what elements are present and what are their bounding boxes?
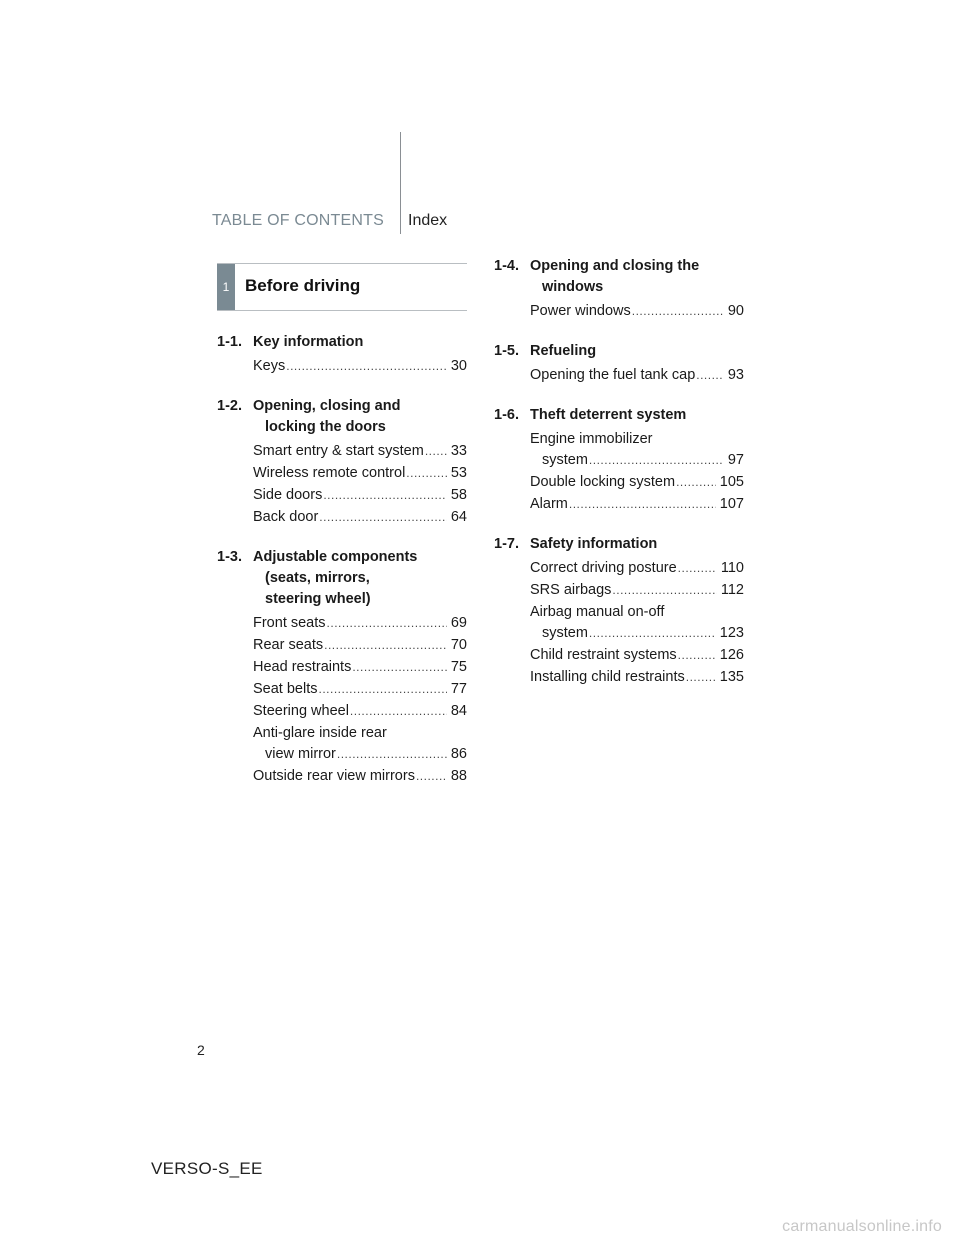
section-number: 1-1.	[217, 334, 242, 350]
toc-entry-front-seats[interactable]: Front seats ..... 69	[253, 613, 467, 634]
toc-entry-child-restraint-systems[interactable]: Child restraint systems ..... 126	[530, 645, 744, 666]
chapter-title: Before driving	[245, 276, 361, 295]
toc-entry-steering-wheel[interactable]: Steering wheel ..... 84	[253, 701, 467, 722]
section-number: 1-2.	[217, 398, 242, 414]
section-heading	[494, 341, 744, 362]
page-ref: 93	[727, 367, 744, 383]
section-title: Refueling	[530, 343, 597, 359]
section-heading	[494, 534, 744, 555]
page-ref: 110	[720, 560, 744, 576]
section-number: 1-3.	[217, 549, 242, 565]
chapter-number: 1	[217, 264, 235, 310]
page-ref: 33	[450, 443, 467, 459]
page-ref: 53	[450, 465, 467, 481]
toc-entry-anti-glare-mirror[interactable]: Anti-glare inside rear view mirror ..... 86	[253, 723, 467, 765]
page-number: 2	[197, 1042, 205, 1058]
toc-entry-wireless-remote[interactable]: Wireless remote control ..... 53	[253, 463, 467, 484]
section-number: 1-6.	[494, 407, 519, 423]
page-ref: 75	[450, 659, 467, 675]
page-ref: 86	[450, 746, 467, 762]
section-heading	[217, 332, 467, 353]
page-ref: 90	[727, 303, 744, 319]
page-ref: 126	[719, 647, 744, 663]
page-ref: 107	[719, 496, 744, 512]
page-ref: 123	[719, 625, 744, 641]
watermark-text: carmanualsonline.info	[782, 1218, 942, 1235]
toc-entry-alarm[interactable]: Alarm ..... 107	[530, 494, 744, 515]
index-link[interactable]: Index	[408, 212, 448, 229]
section-title: Adjustable components (seats, mirrors, steering wheel)	[253, 549, 418, 607]
toc-entry-side-doors[interactable]: Side doors ..... 58	[253, 485, 467, 506]
toc-section	[494, 405, 744, 515]
toc-entry-driving-posture[interactable]: Correct driving posture ..... 110	[530, 558, 744, 579]
toc-section	[494, 256, 744, 322]
toc-entry-fuel-tank-cap[interactable]: Opening the fuel tank cap ..... 93	[530, 365, 744, 386]
section-heading	[494, 405, 744, 426]
page-ref: 84	[450, 703, 467, 719]
page-ref: 105	[719, 474, 744, 490]
toc-entry-power-windows[interactable]: Power windows ..... 90	[530, 301, 744, 322]
toc-entry-head-restraints[interactable]: Head restraints ..... 75	[253, 657, 467, 678]
section-number: 1-5.	[494, 343, 519, 359]
header-navigation	[0, 0, 960, 240]
toc-section	[217, 332, 467, 377]
toc-left-column	[217, 263, 467, 806]
toc-entry-outside-mirrors[interactable]: Outside rear view mirrors ..... 88	[253, 766, 467, 787]
section-number: 1-7.	[494, 536, 519, 552]
page-ref: 88	[450, 768, 467, 784]
toc-right-column	[494, 256, 744, 707]
section-title: Key information	[253, 334, 364, 350]
section-heading	[217, 396, 467, 438]
toc-entry-srs-airbags[interactable]: SRS airbags ..... 112	[530, 580, 744, 601]
toc-entry-keys[interactable]: Keys ..... 30	[253, 356, 467, 377]
toc-section	[217, 547, 467, 787]
page-ref: 64	[450, 509, 467, 525]
page-ref: 112	[720, 582, 744, 598]
toc-entry-double-locking[interactable]: Double locking system ..... 105	[530, 472, 744, 493]
toc-section	[217, 396, 467, 528]
page-ref: 58	[450, 487, 467, 503]
toc-section	[494, 534, 744, 688]
section-title: Theft deterrent system	[530, 407, 687, 423]
section-heading	[217, 547, 467, 610]
section-heading	[494, 256, 744, 298]
page-ref: 70	[450, 637, 467, 653]
page-ref: 97	[727, 452, 744, 468]
toc-entry-airbag-switch[interactable]: Airbag manual on-off system ..... 123	[530, 602, 744, 644]
table-of-contents-link[interactable]: TABLE OF CONTENTS	[211, 212, 384, 229]
page-ref: 30	[450, 358, 467, 374]
toc-entry-smart-entry[interactable]: Smart entry & start system ..... 33	[253, 441, 467, 462]
page-ref: 135	[719, 669, 744, 685]
page-ref: 69	[450, 615, 467, 631]
chapter-banner	[217, 263, 467, 311]
toc-entry-back-door[interactable]: Back door ..... 64	[253, 507, 467, 528]
section-title: Opening and closing the windows	[530, 258, 700, 295]
page-ref: 77	[450, 681, 467, 697]
header-divider	[400, 132, 401, 234]
section-title: Safety information	[530, 536, 658, 552]
toc-entry-installing-child-restraints[interactable]: Installing child restraints ..... 135	[530, 667, 744, 688]
toc-entry-rear-seats[interactable]: Rear seats ..... 70	[253, 635, 467, 656]
section-number: 1-4.	[494, 258, 519, 274]
document-code: VERSO-S_EE	[151, 1159, 263, 1178]
section-title: Opening, closing and locking the doors	[253, 398, 401, 435]
toc-entry-engine-immobilizer[interactable]: Engine immobilizer system ..... 97	[530, 429, 744, 471]
toc-section	[494, 341, 744, 386]
toc-entry-seat-belts[interactable]: Seat belts ..... 77	[253, 679, 467, 700]
